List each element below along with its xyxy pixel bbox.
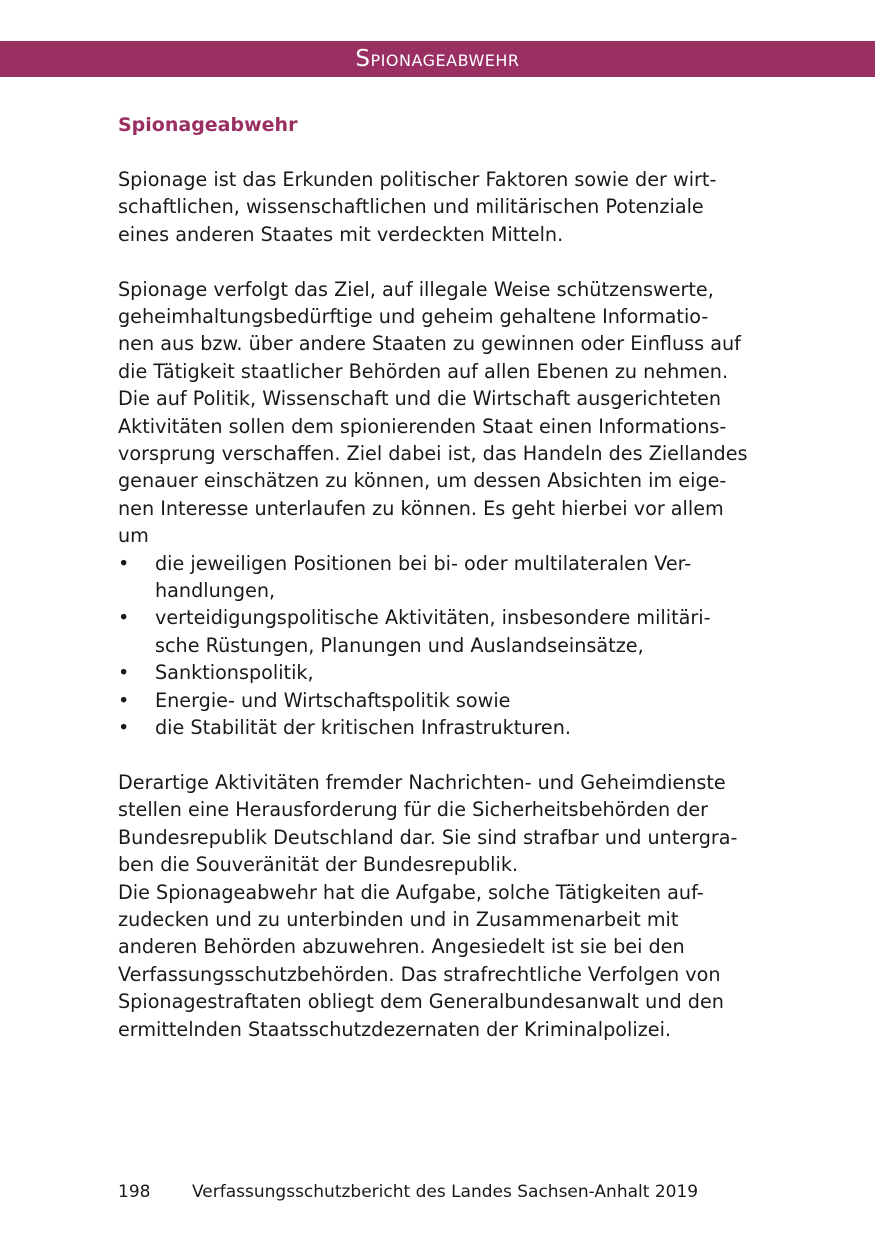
bullet-icon: • bbox=[118, 688, 130, 712]
text-line: schaftlichen, wissenschaftlichen und militärischen Potenziale bbox=[118, 195, 704, 219]
paragraph-counterintelligence bbox=[118, 879, 768, 1043]
page-footer bbox=[118, 1180, 698, 1204]
text-line: die jeweiligen Positionen bei bi- oder multilateralen Ver- bbox=[155, 551, 692, 575]
text-line: nen aus bzw. über andere Staaten zu gewinnen oder Einfluss auf bbox=[118, 332, 741, 356]
text-line: Die Spionageabwehr hat die Aufgabe, solche Tätigkeiten auf- bbox=[118, 880, 704, 904]
bullet-item bbox=[118, 550, 768, 605]
paragraph-objectives bbox=[118, 276, 768, 550]
text-line: Verfassungsschutzbehörden. Das strafrechtliche Verfolgen von bbox=[118, 962, 721, 986]
bullet-item bbox=[118, 604, 768, 659]
bullet-item bbox=[118, 659, 768, 686]
text-line: nen Interesse unterlaufen zu können. Es geht hierbei vor allem bbox=[118, 496, 724, 520]
text-line: stellen eine Herausforderung für die Sicherheitsbehörden der bbox=[118, 798, 709, 822]
main-content bbox=[118, 112, 768, 1043]
text-line: um bbox=[118, 524, 149, 548]
text-line: Derartige Aktivitäten fremder Nachrichten- und Geheimdienste bbox=[118, 770, 726, 794]
bullet-icon: • bbox=[118, 606, 130, 630]
text-line: Spionage verfolgt das Ziel, auf illegale Weise schützenswerte, bbox=[118, 277, 714, 301]
chapter-header-band bbox=[0, 41, 875, 77]
text-line: handlungen, bbox=[155, 579, 276, 603]
text-line: Spionage ist das Erkunden politischer Faktoren sowie der wirt- bbox=[118, 168, 717, 191]
text-line: sche Rüstungen, Planungen und Auslandseinsätze, bbox=[155, 633, 644, 657]
page-number: 198 bbox=[118, 1182, 151, 1202]
text-line: die Stabilität der kritischen Infrastrukturen. bbox=[155, 716, 571, 740]
text-line: Die auf Politik, Wissenschaft und die Wirtschaft ausgerichteten bbox=[118, 387, 722, 411]
text-line: Spionagestraftaten obliegt dem Generalbundesanwalt und den bbox=[118, 990, 724, 1014]
bullet-icon: • bbox=[118, 661, 130, 685]
text-line: ben die Souveränität der Bundesrepublik. bbox=[118, 853, 519, 877]
text-line: Aktivitäten sollen dem spionierenden Staat einen Informations- bbox=[118, 414, 727, 438]
text-line: Sanktionspolitik, bbox=[155, 661, 314, 685]
paragraph-challenge bbox=[118, 769, 768, 879]
text-line: geheimhaltungsbedürftige und geheim gehaltene Informatio- bbox=[118, 305, 709, 329]
text-line: genauer einschätzen zu können, um dessen Absichten im eige- bbox=[118, 469, 727, 493]
text-line: die Tätigkeit staatlicher Behörden auf allen Ebenen zu nehmen. bbox=[118, 359, 729, 383]
bullet-list bbox=[118, 550, 768, 742]
text-line: vorsprung verschaffen. Ziel dabei ist, das Handeln des Ziellandes bbox=[118, 442, 748, 466]
paragraph-spacer bbox=[118, 248, 768, 275]
text-line: zudecken und zu unterbinden und in Zusammenarbeit mit bbox=[118, 907, 679, 931]
chapter-title: Spionageabwehr bbox=[355, 46, 520, 72]
bullet-item bbox=[118, 687, 768, 714]
publication-title: Verfassungsschutzbericht des Landes Sachsen-Anhalt 2019 bbox=[192, 1182, 699, 1202]
paragraph-spacer bbox=[118, 742, 768, 769]
text-line: Bundesrepublik Deutschland dar. Sie sind strafbar und untergra- bbox=[118, 825, 738, 849]
bullet-icon: • bbox=[118, 551, 130, 575]
paragraph-definition bbox=[118, 166, 768, 248]
text-line: verteidigungspolitische Aktivitäten, insbesondere militäri- bbox=[155, 606, 711, 630]
section-heading: Spionageabwehr bbox=[118, 114, 298, 136]
text-line: ermittelnden Staatsschutzdezernaten der Kriminalpolizei. bbox=[118, 1017, 672, 1041]
text-line: Energie- und Wirtschaftspolitik sowie bbox=[155, 688, 511, 712]
bullet-icon: • bbox=[118, 716, 130, 740]
text-line: anderen Behörden abzuwehren. Angesiedelt ist sie bei den bbox=[118, 935, 685, 959]
text-line: eines anderen Staates mit verdeckten Mitteln. bbox=[118, 222, 564, 246]
bullet-item bbox=[118, 714, 768, 741]
